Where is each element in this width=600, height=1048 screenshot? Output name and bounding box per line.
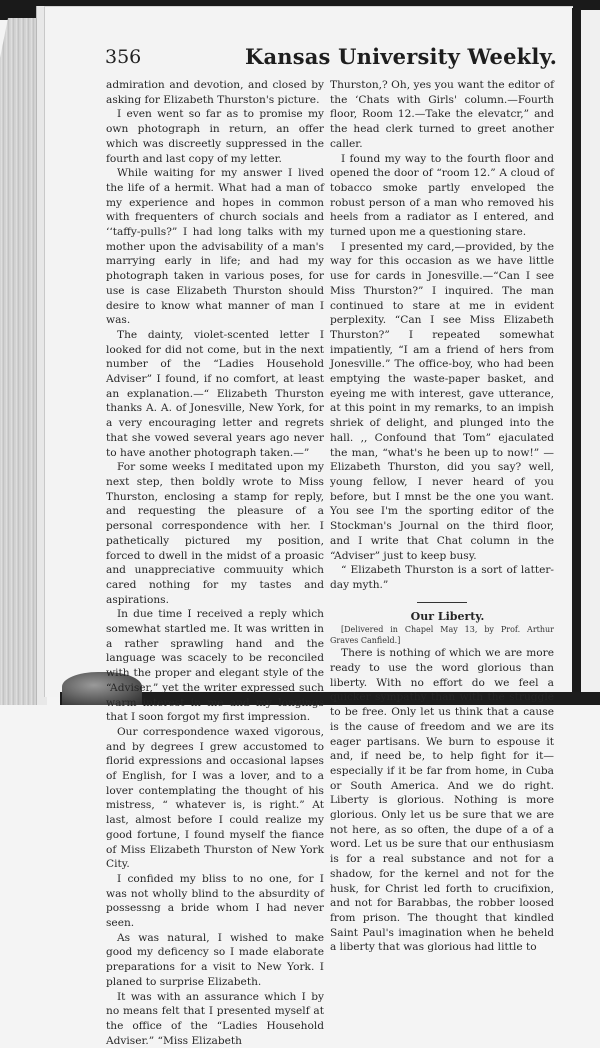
article-byline: [Delivered in Chapel May 13, by Prof. Arthur Graves Canfield.] [330, 625, 554, 646]
paragraph: As was natural, I wished to make good my deficency so I made elaborate preparations for a visit to New York. I planed to surprise Elizabeth. [106, 931, 324, 988]
paragraph: There is nothing of which we are more ready to use the word glorious than liberty. With no effort do we feel a quicker sympathy than with the struggle to be free. Only let us think that a cause is the cause of freedom and we are its eager partisans. We burn to espouse it and, if need be, to help fight for it— especially if it be far from home, in Cuba or South America. And we do right. Liberty is glorious. Nothing is more glorious. Only let us be sure that we are not here, as so often, the dupe of a of a word. Let us be sure that our enthusiasm is for a real substance and not for a shadow, for the kernel and not for the husk, for Christ led forth to crucifixion, and not for Barabbas, the robber loosed from prison. The thought that kindled Saint Paul's imagination when he beheld a liberty that was glorious had little to [330, 647, 554, 954]
section-divider [417, 602, 467, 603]
journal-title: Kansas University Weekly. [245, 44, 558, 69]
paragraph: “ Elizabeth Thurston is a sort of latter-day myth.” [330, 564, 554, 591]
paragraph: admiration and devotion, and closed by asking for Elizabeth Thurston's picture. [106, 79, 324, 106]
facing-page-edge [581, 10, 600, 705]
paragraph: I presented my card,—provided, by the way for this occasion as we have little use for cards in Jonesville.—“Can I see Miss Thurston?” I inquired. The man continued to stare at me in evident perplexity. “Can I see Miss Elizabeth Thurston?” I repeated somewhat impatiently, “I am a friend of hers from Jonesville.” The office-boy, who had been emptying the waste-paper basket, and eyeing me with interest, gave utterance, at this point in my remarks, to an impish shriek of delight, and plunged into the hall. ,, Confound that Tom” ejaculated the man, “what's he been up to now!” —Elizabeth Thurston, did you say? well, young fellow, I never heard of you before, but I mnst be the one you want. You see I'm the sporting editor of the Stockman's Journal on the third floor, and I write that Chat column in the “Adviser” just to keep busy. [330, 240, 554, 562]
paragraph: The dainty, violet-scented letter I looked for did not come, but in the next number of the “Ladies Household Adviser” I found, if no comfort, at least an explanation.—“ Elizabeth Thurston thanks A. A. of Jonesville, New York, for a very encouraging letter and regrets that she vowed several years ago never to have another photograph taken.—” [106, 328, 324, 459]
paragraph: It was with an assurance which I by no means felt that I presented myself at the office of the “Ladies Household Adviser.” “Miss Elizabeth [106, 990, 324, 1047]
paragraph: Our correspondence waxed vigorous, and by degrees I grew accustomed to florid expressions and occasional lapses of English, for I was a lover, and to a lover contemplating the thought of his mistress, “ whatever is, is right.” At last, almost before I could realize my good fortune, I found myself the fiance of Miss Elizabeth Thurston of New York City. [106, 725, 324, 871]
right-column [330, 78, 554, 955]
paragraph: While waiting for my answer I lived the life of a hermit. What had a man of my experience and hopes in common with frequenters of church socials and ‘‘taffy-pulls?” I had long talks with my mother upon the advisability of a man's marrying early in life; and had my photograph taken in various poses, for use is case Elizabeth Thurston should desire to know what manner of man I was. [106, 167, 324, 327]
paragraph: I found my way to the fourth floor and opened the door of “room 12.” A cloud of tobacco smoke partly enveloped the robust person of a man who removed his heels from a radiator as I entered, and turned upon me a questioning stare. [330, 152, 554, 239]
book-gutter [572, 8, 581, 705]
page-header [105, 44, 565, 74]
paragraph: Thurston,? Oh, yes you want the editor of the ‘Chats with Girls' column.—Fourth floor, Room 12.—Take the elevatcr,” and the head clerk turned to greet another caller. [330, 79, 554, 150]
paragraph: I even went so far as to promise my own photograph in return, an offer which was discreetly suppressed in the fourth and last copy of my letter. [106, 108, 324, 165]
article-title: Our Liberty. [410, 609, 485, 623]
paragraph: In due time I received a reply which somewhat startled me. It was written in a rather sprawling hand and the language was scacely to be reconciled with the proper and elegant style of the “Adviser,” yet the writer expressed such warm interest in me and my longings that I soon forgot my first impression. [106, 608, 324, 724]
paragraph: I confided my bliss to no one, for I was not wholly blind to the absurdity of possessng a bride whom I had never seen. [106, 872, 324, 930]
paragraph: For some weeks I meditated upon my next step, then boldly wrote to Miss Thurston, enclosing a stamp for reply, and requesting the pleasure of a personal correspondence with her. I pathetically pictured my position, forced to dwell in the midst of a proasic and unappreciative commuuity which cared nothing for my tastes and aspirations. [106, 461, 324, 606]
left-column [106, 78, 324, 1048]
page-number: 356 [105, 46, 142, 68]
